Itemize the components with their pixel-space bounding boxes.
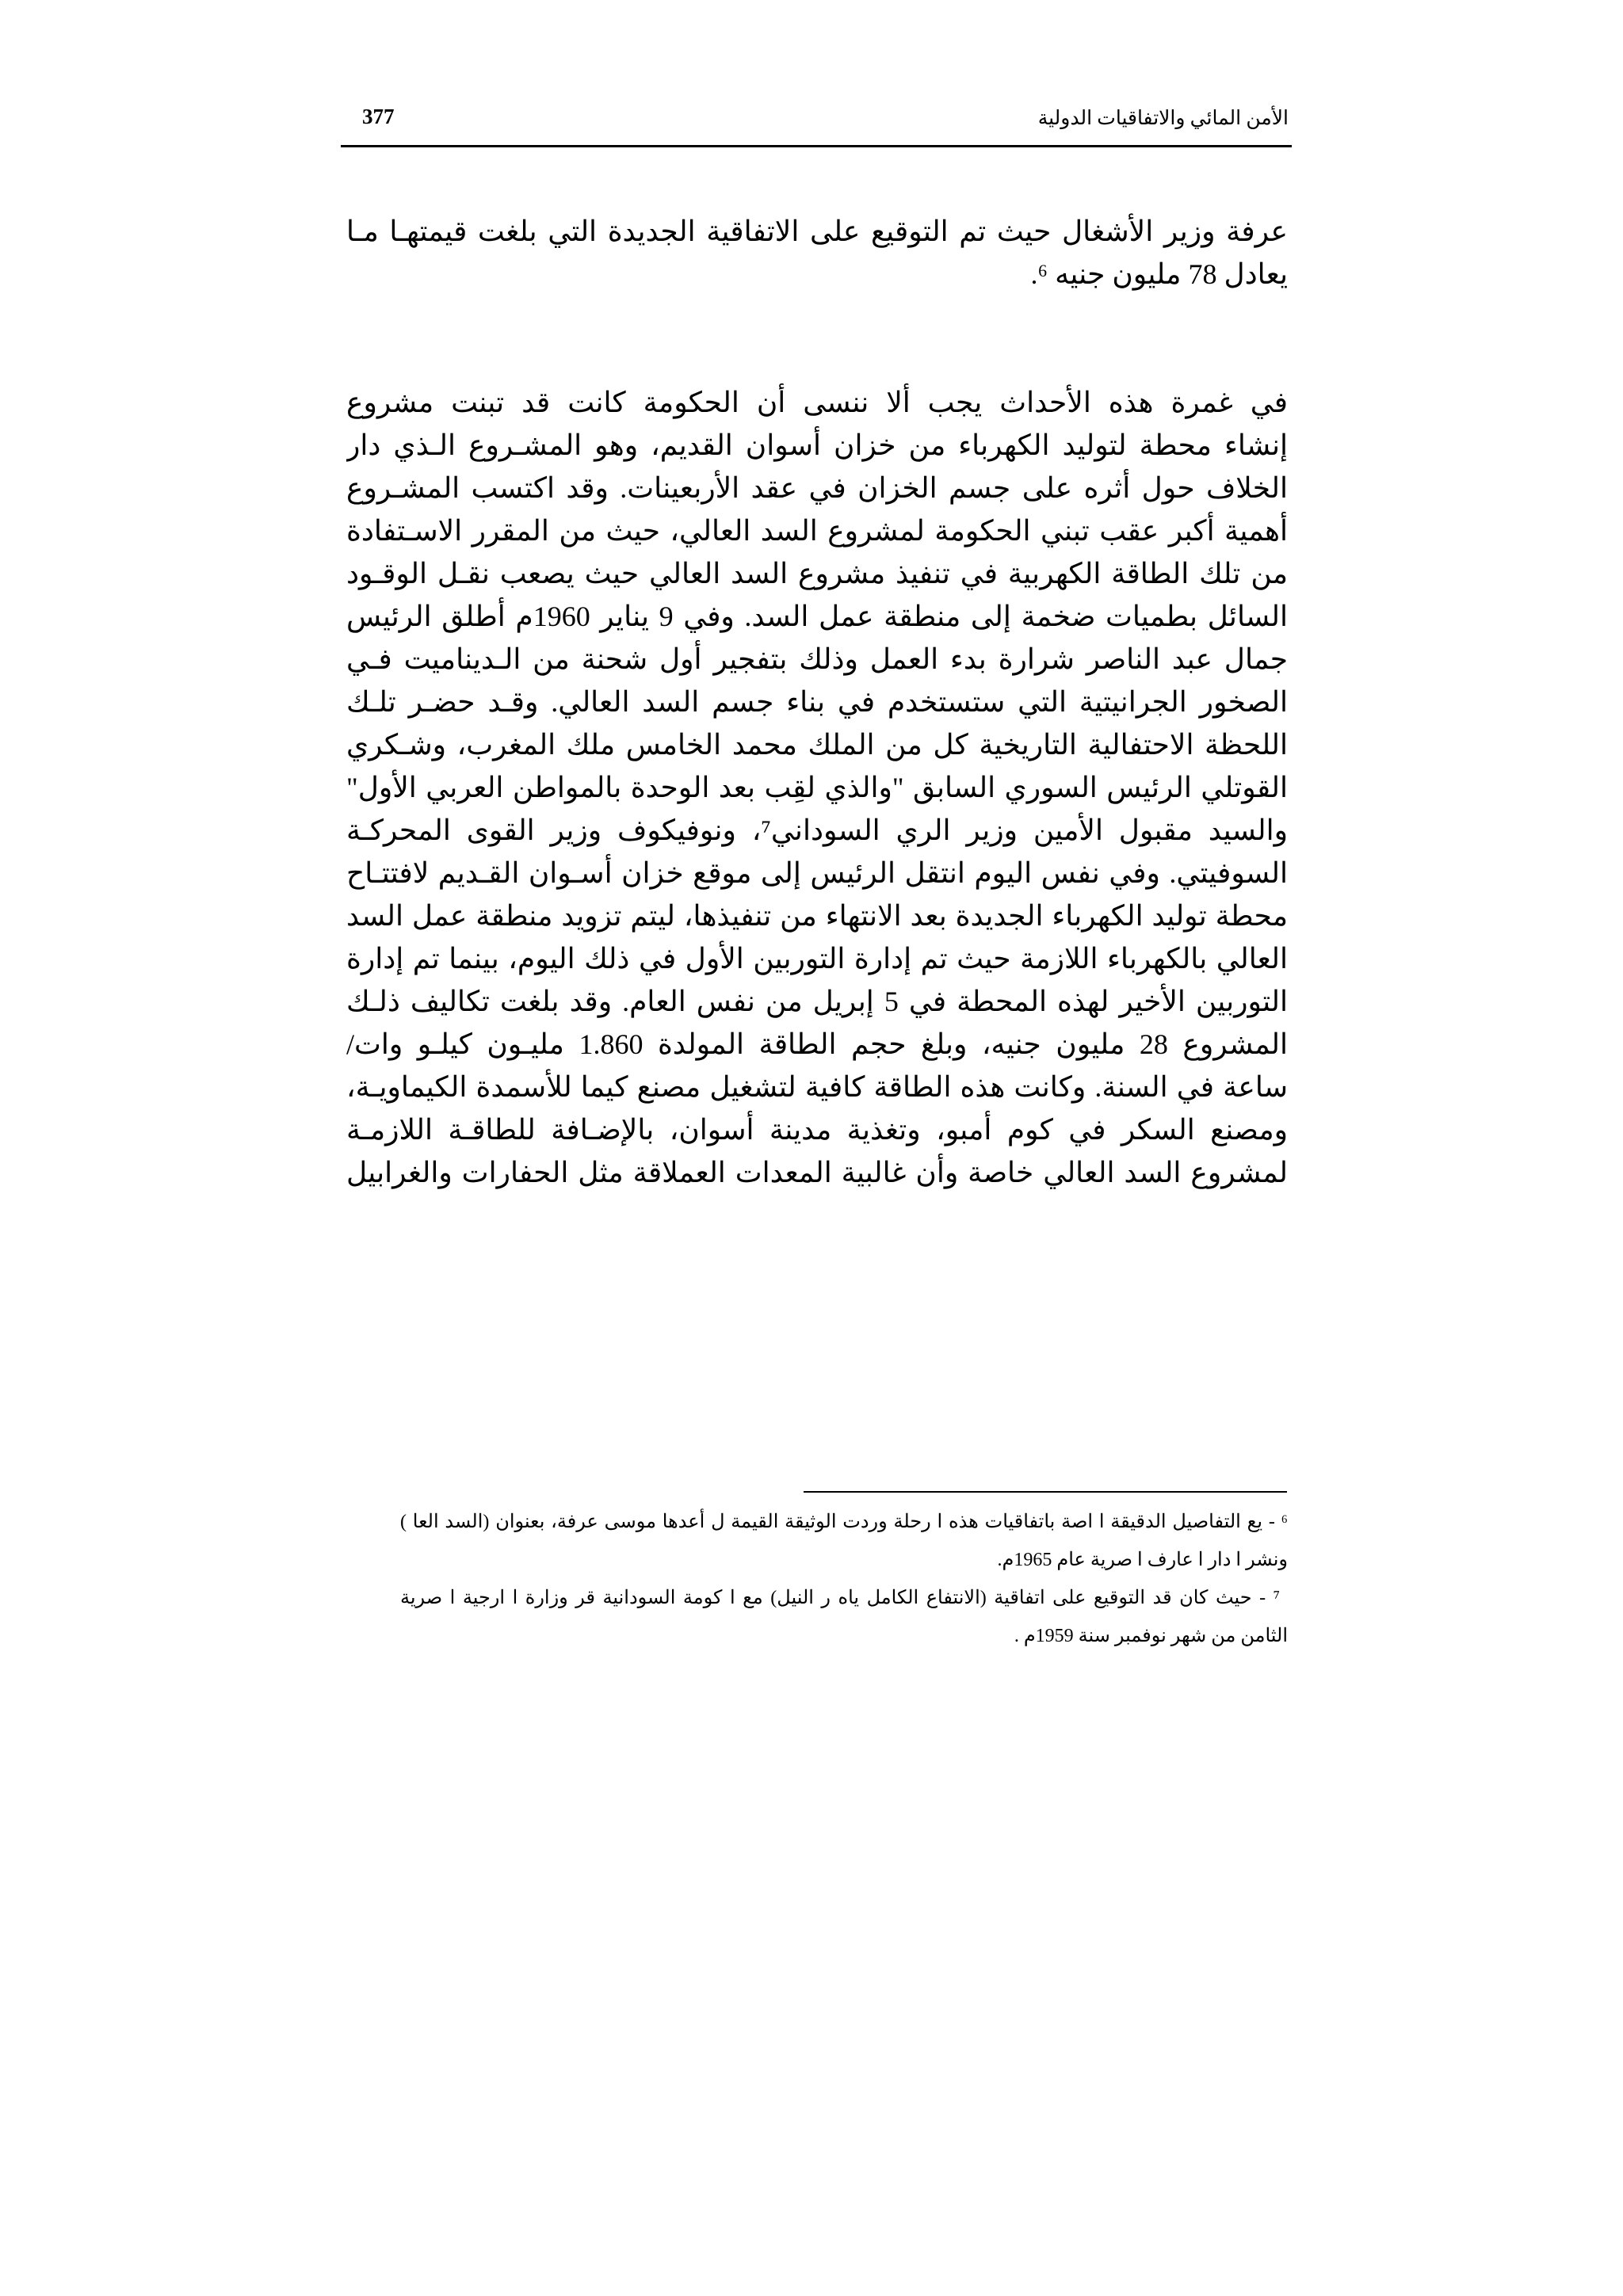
text-line: اللحظة الاحتفالية التاريخية كل من الملك محمد الخامس ملك المغرب، وشـكري <box>346 729 1288 761</box>
text-line: الصخور الجرانيتية التي ستستخدم في بناء جسم السد العالي. وقـد حضـر تلـك <box>346 686 1288 718</box>
text-line: والسيد مقبول الأمين وزير الري السوداني⁷، ونوفيكوف وزير القوى المحركـة <box>346 814 1288 846</box>
text-line: جمال عبد الناصر شرارة بدء العمل وذلك بتفجير أول شحنة من الـديناميت فـي <box>346 643 1288 675</box>
text-line: القوتلي الرئيس السوري السابق "والذي لقِب بعد الوحدة بالمواطن العربي الأول" <box>346 772 1288 803</box>
body-text <box>346 210 1288 1194</box>
paragraph-gap <box>346 296 1288 381</box>
footnote-separator <box>804 1491 1287 1493</box>
running-title: الأمن المائي والاتفاقيات الدولية <box>1037 108 1289 129</box>
text-line: السائل بطميات ضخمة إلى منطقة عمل السد. وفي 9 يناير 1960م أطلق الرئيس <box>346 601 1288 632</box>
text-line: المشروع 28 مليون جنيه، وبلغ حجم الطاقة المولدة 1.860 مليـون كيلـو وات/ <box>346 1028 1288 1060</box>
footnote-line: الثامن من شهر نوفمبر سنة 1959م . <box>1014 1626 1288 1646</box>
text-line: الخلاف حول أثره على جسم الخزان في عقد الأربعينات. وقد اكتسب المشـروع <box>346 472 1288 504</box>
header-rule <box>341 145 1292 147</box>
text-line: محطة توليد الكهرباء الجديدة بعد الانتهاء من تنفيذها، ليتم تزويد منطقة عمل السد <box>346 900 1288 932</box>
text-line: العالي بالكهرباء اللازمة حيث تم إدارة التوربين الأول في ذلك اليوم، بينما تم إدارة <box>346 943 1288 974</box>
text-line: عرفة وزير الأشغال حيث تم التوقيع على الاتفاقية الجديدة التي بلغت قيمتهـا مـا <box>346 215 1288 247</box>
footnote-line: ⁷ - حيث كان قد التوقيع على اتفاقية (الانتفاع الكامل ياه ر النيل) مع ا كومة السودانية قر وزارة ا ارجية ا صرية <box>400 1588 1280 1608</box>
text-line: لمشروع السد العالي خاصة وأن غالبية المعدات العملاقة مثل الحفارات والغرابيل <box>346 1157 1288 1188</box>
text-line: أهمية أكبر عقب تبني الحكومة لمشروع السد العالي، حيث من المقرر الاسـتفادة <box>346 515 1288 547</box>
page-number: 377 <box>362 105 395 128</box>
text-line: التوربين الأخير لهذه المحطة في 5 إبريل من نفس العام. وقد بلغت تكاليف ذلـك <box>346 986 1288 1017</box>
text-line: ومصنع السكر في كوم أمبو، وتغذية مدينة أسوان، بالإضـافة للطاقـة اللازمـة <box>346 1114 1288 1146</box>
text-line: إنشاء محطة لتوليد الكهرباء من خزان أسوان القديم، وهو المشـروع الـذي دار <box>346 429 1288 461</box>
page-header <box>341 101 1292 143</box>
footnotes <box>400 1503 1288 1655</box>
text-line: يعادل 78 مليون جنيه ⁶. <box>1030 258 1288 290</box>
text-line: من تلك الطاقة الكهربية في تنفيذ مشروع السد العالي حيث يصعب نقـل الوقـود <box>346 558 1288 589</box>
text-line: السوفيتي. وفي نفس اليوم انتقل الرئيس إلى موقع خزان أسـوان القـديم لافتتـاح <box>346 857 1288 889</box>
text-line: في غمرة هذه الأحداث يجب ألا ننسى أن الحكومة كانت قد تبنت مشروع <box>346 387 1288 418</box>
footnote-line: ونشر ا دار ا عارف ا صرية عام 1965م. <box>997 1550 1288 1570</box>
text-line: ساعة في السنة. وكانت هذه الطاقة كافية لتشغيل مصنع كيما للأسمدة الكيماويـة، <box>346 1071 1288 1103</box>
footnote-line: ⁶ - يع التفاصيل الدقيقة ا اصة باتفاقيات هذه ا رحلة وردت الوثيقة القيمة ل أعدها موسى عرفة، بعنوان (السد العا ) <box>400 1512 1288 1532</box>
